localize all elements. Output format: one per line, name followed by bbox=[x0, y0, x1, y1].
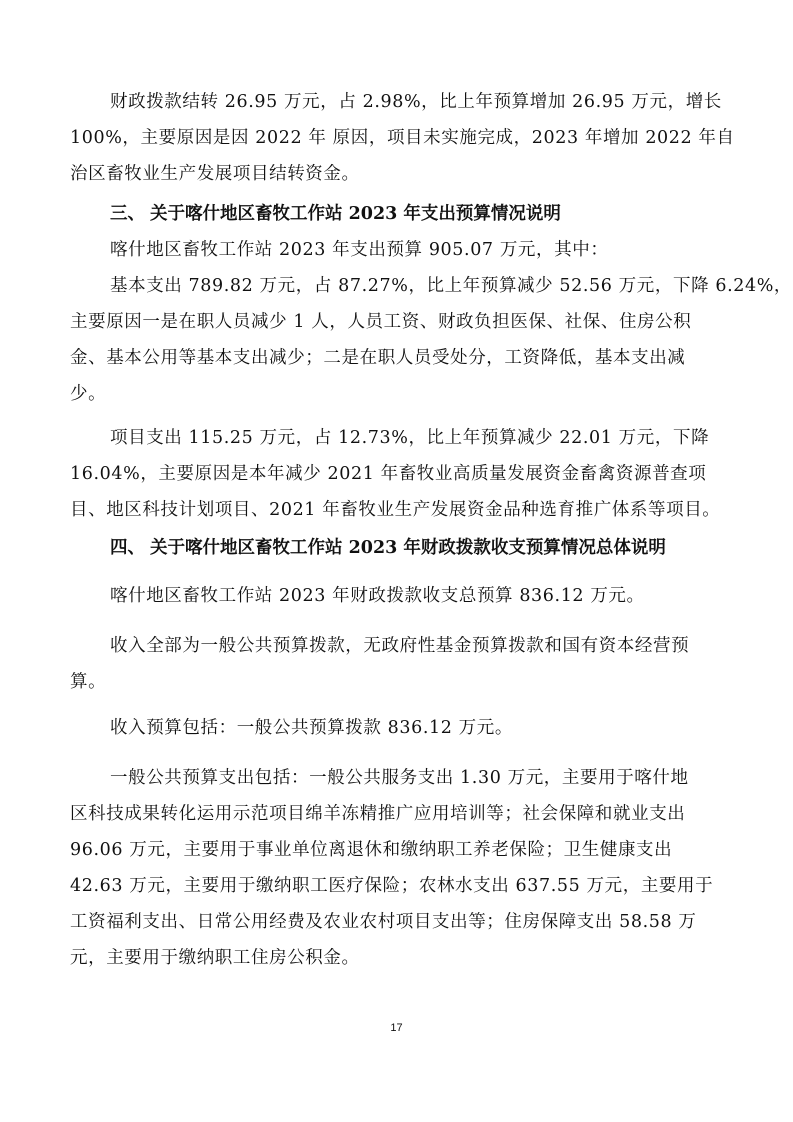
text-line: 元，主要用于缴纳职工住房公积金。 bbox=[70, 948, 360, 968]
text-line: 财政拨款结转 26.95 万元，占 2.98%，比上年预算增加 26.95 万元，增长 bbox=[110, 92, 722, 112]
text-line: 喀什地区畜牧工作站 2023 年支出预算 905.07 万元，其中： bbox=[110, 240, 609, 260]
page-number: 17 bbox=[390, 1022, 403, 1034]
text-line: 区科技成果转化运用示范项目绵羊冻精推广应用培训等；社会保障和就业支出 bbox=[70, 804, 686, 824]
text-line: 96.06 万元，主要用于事业单位离退休和缴纳职工养老保险；卫生健康支出 bbox=[70, 840, 673, 860]
text-line: 16.04%，主要原因是本年减少 2021 年畜牧业高质量发展资金畜禽资源普查项 bbox=[70, 464, 707, 484]
text-line: 少。 bbox=[70, 384, 107, 404]
text-line: 收入全部为一般公共预算拨款，无政府性基金预算拨款和国有资本经营预 bbox=[110, 636, 690, 656]
text-line: 项目支出 115.25 万元，占 12.73%，比上年预算减少 22.01 万元，下降 bbox=[110, 428, 710, 448]
text-line: 基本支出 789.82 万元，占 87.27%，比上年预算减少 52.56 万元，下降 6.24%， bbox=[110, 276, 793, 296]
paragraph-income-budget bbox=[70, 710, 720, 746]
text-line: 收入预算包括：一般公共预算拨款 836.12 万元。 bbox=[110, 718, 513, 738]
text-line: 100%，主要原因是因 2022 年 原因，项目未实施完成，2023 年增加 2022 年自 bbox=[70, 128, 735, 148]
text-line: 42.63 万元，主要用于缴纳职工医疗保险；农林水支出 637.55 万元，主要用于 bbox=[70, 876, 714, 896]
text-line: 一般公共预算支出包括：一般公共服务支出 1.30 万元，主要用于喀什地 bbox=[110, 768, 689, 788]
section-heading-4 bbox=[70, 530, 720, 566]
paragraph-income-composition bbox=[70, 628, 720, 700]
paragraph-carryover bbox=[70, 84, 735, 192]
section-heading-3 bbox=[70, 196, 720, 232]
text-line: 目、地区科技计划项目、2021 年畜牧业生产发展资金品种选育推广体系等项目。 bbox=[70, 500, 721, 520]
paragraph-total-expenditure bbox=[70, 232, 720, 268]
text-line: 治区畜牧业生产发展项目结转资金。 bbox=[70, 164, 360, 184]
section-title: 关于喀什地区畜牧工作站 2023 年财政拨款收支预算情况总体说明 bbox=[150, 538, 666, 558]
paragraph-basic-expenditure bbox=[70, 268, 793, 412]
section-title: 关于喀什地区畜牧工作站 2023 年支出预算情况说明 bbox=[150, 204, 561, 224]
section-number: 三、 bbox=[110, 204, 145, 224]
section-number: 四、 bbox=[110, 538, 145, 558]
text-line: 工资福利支出、日常公用经费及农业农村项目支出等；住房保障支出 58.58 万 bbox=[70, 912, 697, 932]
paragraph-general-expenditure bbox=[70, 760, 720, 976]
paragraph-total-budget bbox=[70, 578, 720, 614]
text-line: 金、基本公用等基本支出减少；二是在职人员受处分，工资降低，基本支出减 bbox=[70, 348, 686, 368]
text-line: 算。 bbox=[70, 672, 107, 692]
text-line: 喀什地区畜牧工作站 2023 年财政拨款收支总预算 836.12 万元。 bbox=[110, 586, 645, 606]
paragraph-project-expenditure bbox=[70, 420, 720, 528]
text-line: 主要原因一是在职人员减少 1 人，人员工资、财政负担医保、社保、住房公积 bbox=[70, 312, 692, 332]
